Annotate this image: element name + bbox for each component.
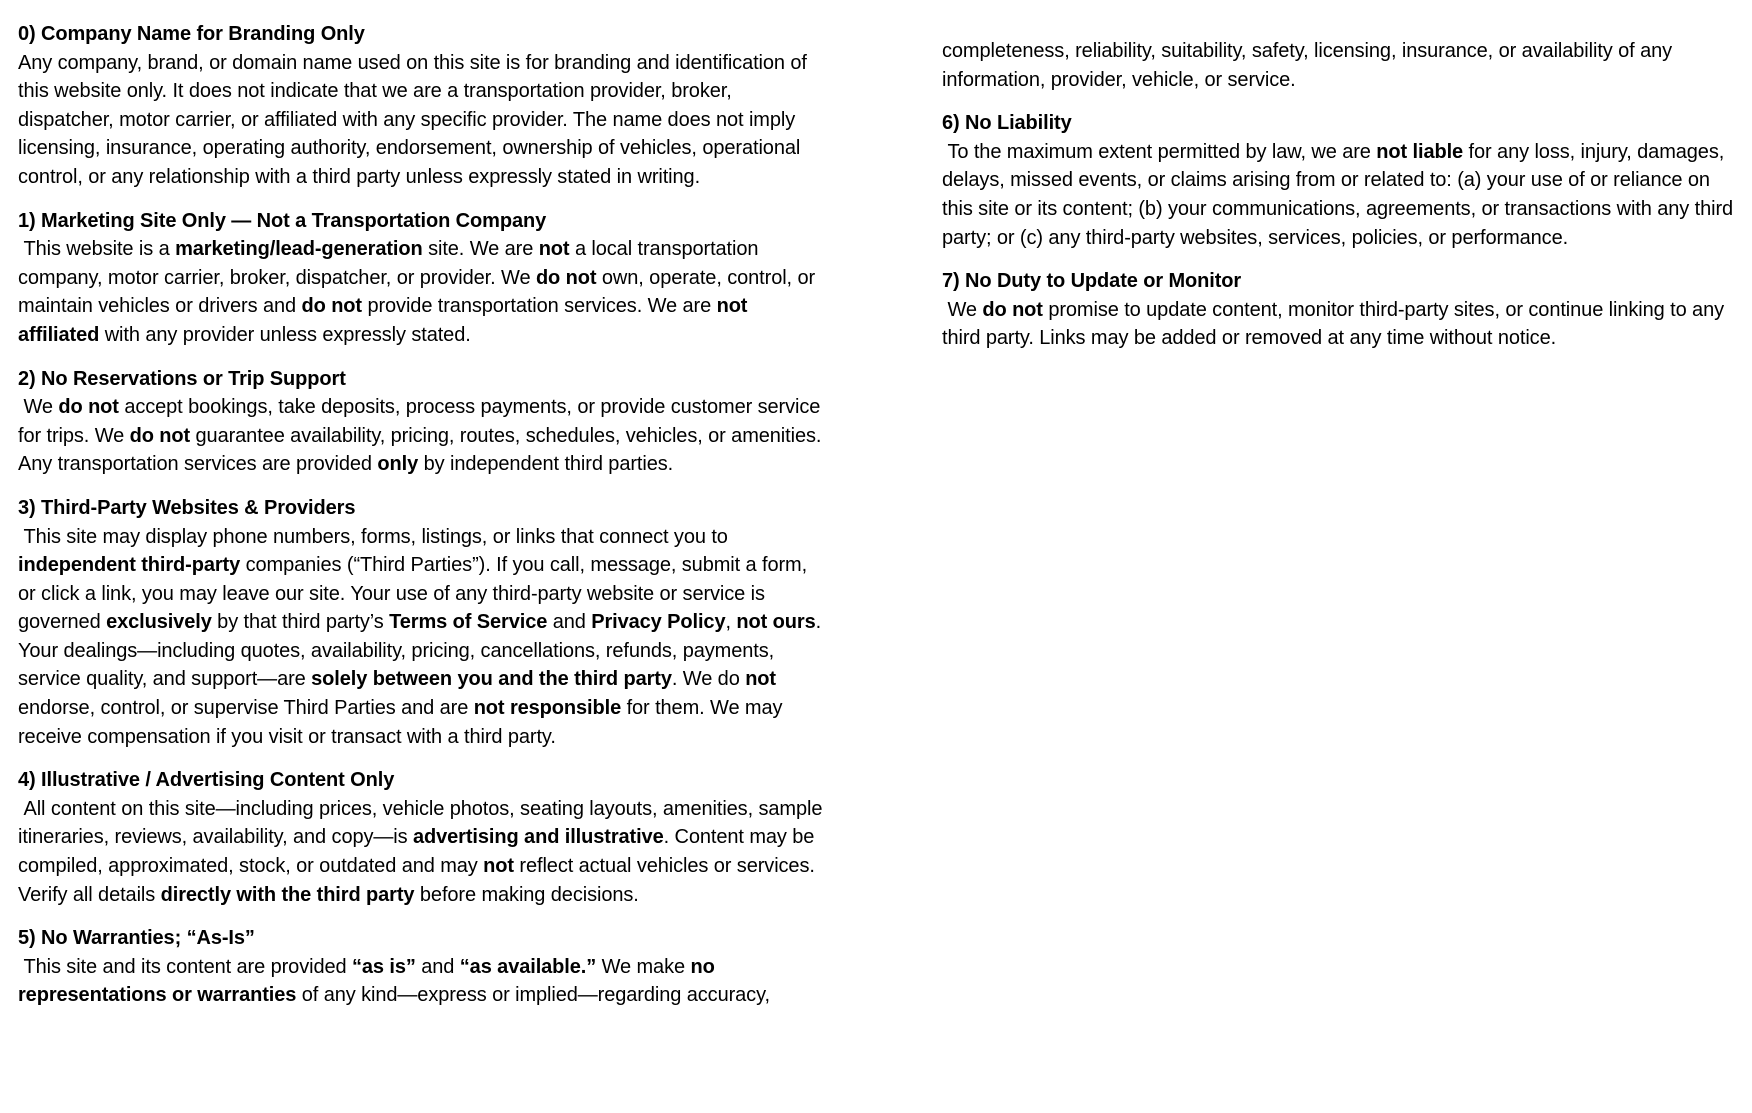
- left-column: [18, 20, 830, 1010]
- section-no-warranties: [18, 924, 830, 1010]
- section-body-marketing-site-only: This website is a marketing/lead-generation site. We are not a local transportation company, motor carrier, broker, dispatcher, or provider. We do not own, operate, control, or maintain vehicles or drivers and do not provide transportation services. We are not affiliated with any provider unless expressly stated.: [18, 238, 821, 346]
- section-heading-no-reservations: 2) No Reservations or Trip Support: [18, 367, 346, 390]
- section-no-duty-to-update: [942, 267, 1734, 353]
- section-body-no-warranties-continuation: completeness, reliability, suitability, safety, licensing, insurance, or availability of any information, provider, vehicle, or service.: [942, 40, 1678, 91]
- right-column: [942, 20, 1739, 353]
- section-body-no-warranties: This site and its content are provided “as is” and “as available.” We make no representations or warranties of any kind—express or implied—regarding accuracy,: [18, 955, 770, 1007]
- section-third-party-websites: [18, 494, 830, 751]
- section-no-liability: [942, 109, 1739, 252]
- section-heading-third-party-websites: 3) Third-Party Websites & Providers: [18, 496, 356, 519]
- section-body-no-liability: To the maximum extent permitted by law, we are not liable for any loss, injury, damages, delays, missed events, or claims arising from or related to: (a) your use of or reliance on this site or its content; (b) your communications, agreements, or transactions with any third party; or (c) any third-party websites, services, policies, or performance.: [942, 140, 1739, 249]
- section-marketing-site-only: [18, 207, 830, 350]
- section-heading-illustrative-content: 4) Illustrative / Advertising Content Only: [18, 769, 395, 792]
- section-body-no-reservations: We do not accept bookings, take deposits, process payments, or provide customer service for trips. We do not guarantee availability, pricing, routes, schedules, vehicles, or amenities. Any transportation services are provided only by independent third parties.: [18, 396, 826, 476]
- section-illustrative-content: [18, 766, 830, 909]
- section-heading-no-warranties: 5) No Warranties; “As-Is”: [18, 927, 255, 950]
- section-company-name-branding: [18, 20, 830, 192]
- section-no-warranties-continuation: [942, 37, 1734, 94]
- section-body-third-party-websites: This site may display phone numbers, forms, listings, or links that connect you to independent third-party companies (“Third Parties”). If you call, message, submit a form, or click a link, you may leave our site. Your use of any third-party website or service is governed exclusively by that third party’s Terms of Service and Privacy Policy, not ours. Your dealings—including quotes, availability, pricing, cancellations, refunds, payments, service quality, and support—are solely between you and the third party. We do not endorse, control, or supervise Third Parties and are not responsible for them. We may receive compensation if you visit or transact with a third party.: [18, 525, 827, 748]
- section-no-reservations: [18, 365, 830, 479]
- section-heading-company-name-branding: 0) Company Name for Branding Only: [18, 23, 365, 45]
- section-body-illustrative-content: All content on this site—including prices, vehicle photos, seating layouts, amenities, sample itineraries, reviews, availability, and copy—is advertising and illustrative. Content may be compiled, approximated, stock, or outdated and may not reflect actual vehicles or services. Verify all details directly with the third party before making decisions.: [18, 797, 828, 906]
- section-heading-no-liability: 6) No Liability: [942, 112, 1072, 135]
- section-heading-no-duty-to-update: 7) No Duty to Update or Monitor: [942, 270, 1242, 293]
- section-body-no-duty-to-update: We do not promise to update content, monitor third-party sites, or continue linking to any third party. Links may be added or removed at any time without notice.: [942, 298, 1730, 350]
- section-heading-marketing-site-only: 1) Marketing Site Only — Not a Transportation Company: [18, 209, 547, 232]
- section-body-company-name-branding: Any company, brand, or domain name used on this site is for branding and identification of this website only. It does not indicate that we are a transportation provider, broker, dispatcher, motor carrier, or affiliated with any specific provider. The name does not imply licensing, insurance, operating authority, endorsement, ownership of vehicles, operational control, or any relationship with a third party unless expressly stated in writing.: [18, 51, 813, 188]
